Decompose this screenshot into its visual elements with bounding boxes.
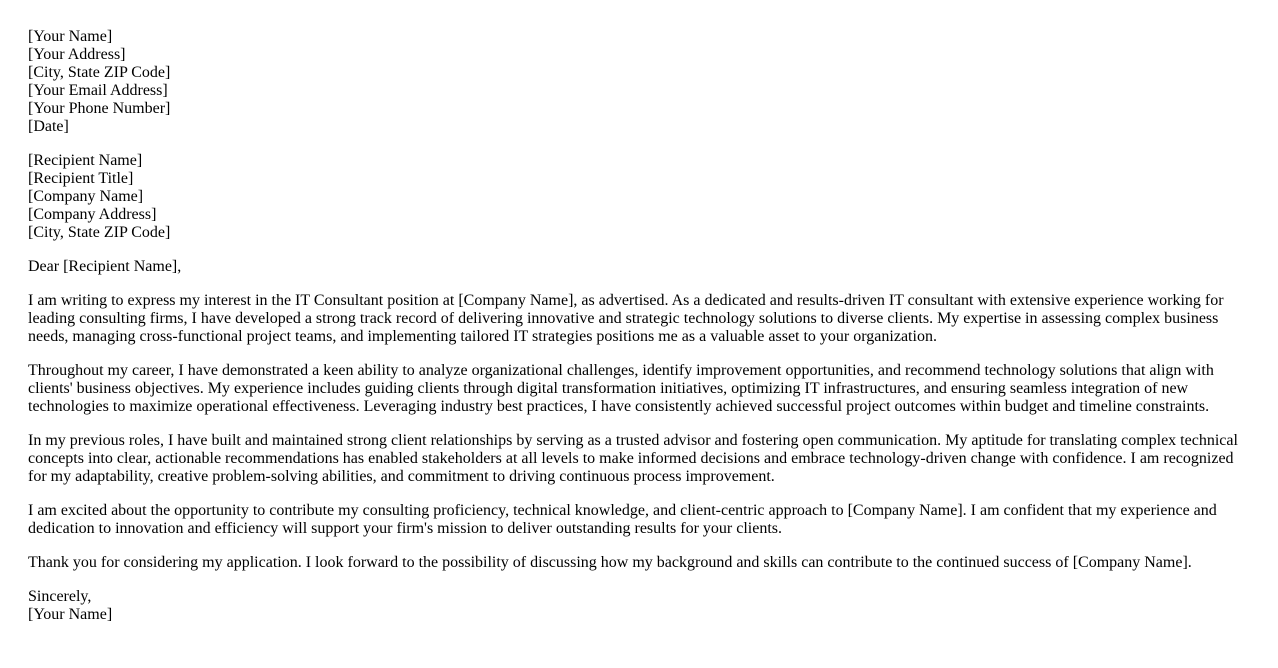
body-paragraph-career: Throughout my career, I have demonstrated a keen ability to analyze organizational challenges, identify improvement opportunities, and recommend technology solutions that align with clients' business objectives. My experience includes guiding clients through digital transformation initiatives, optimizing IT infrastructures, and ensuring seamless integration of new technologies to maximize operational effectiveness. Leveraging industry best practices, I have consistently achieved successful project outcomes within budget and timeline constraints. — [28, 362, 1214, 415]
sender-name: [Your Name] — [28, 28, 113, 45]
sender-email: [Your Email Address] — [28, 82, 168, 99]
recipient-company-name: [Company Name] — [28, 188, 144, 205]
body-paragraph-excitement: I am excited about the opportunity to contribute my consulting proficiency, technical knowledge, and client-centric approach to [Company Name]. I am confident that my experience and dedication to innovation and efficiency will support your firm's mission to deliver outstanding results for your clients. — [28, 502, 1217, 537]
salutation: Dear [Recipient Name], — [28, 258, 182, 275]
recipient-name: [Recipient Name] — [28, 152, 143, 169]
closing-block — [28, 588, 1240, 624]
sender-phone: [Your Phone Number] — [28, 100, 171, 117]
closing-signature: [Your Name] — [28, 606, 113, 623]
sender-address: [Your Address] — [28, 46, 126, 63]
body-paragraph-previous-roles: In my previous roles, I have built and maintained strong client relationships by serving as a trusted advisor and fostering open communication. My aptitude for translating complex technical concepts into clear, actionable recommendations has enabled stakeholders at all levels to make informed decisions and embrace technology-driven change with confidence. I am recognized for my adaptability, creative problem-solving abilities, and commitment to driving continuous process improvement. — [28, 432, 1238, 485]
sender-city-state-zip: [City, State ZIP Code] — [28, 64, 171, 81]
recipient-city-state-zip: [City, State ZIP Code] — [28, 224, 171, 241]
recipient-title: [Recipient Title] — [28, 170, 134, 187]
closing-signoff: Sincerely, — [28, 588, 92, 605]
letter-date: [Date] — [28, 118, 69, 135]
body-paragraph-thanks: Thank you for considering my application. I look forward to the possibility of discussing how my background and skills can contribute to the continued success of [Company Name]. — [28, 554, 1192, 571]
recipient-block — [28, 152, 1240, 242]
body-paragraph-intro: I am writing to express my interest in the IT Consultant position at [Company Name], as advertised. As a dedicated and results-driven IT consultant with extensive experience working for leading consulting firms, I have developed a strong track record of delivering innovative and strategic technology solutions to diverse clients. My expertise in assessing complex business needs, managing cross-functional project teams, and implementing tailored IT strategies positions me as a valuable asset to your organization. — [28, 292, 1224, 345]
recipient-company-address: [Company Address] — [28, 206, 157, 223]
sender-block — [28, 28, 1240, 136]
